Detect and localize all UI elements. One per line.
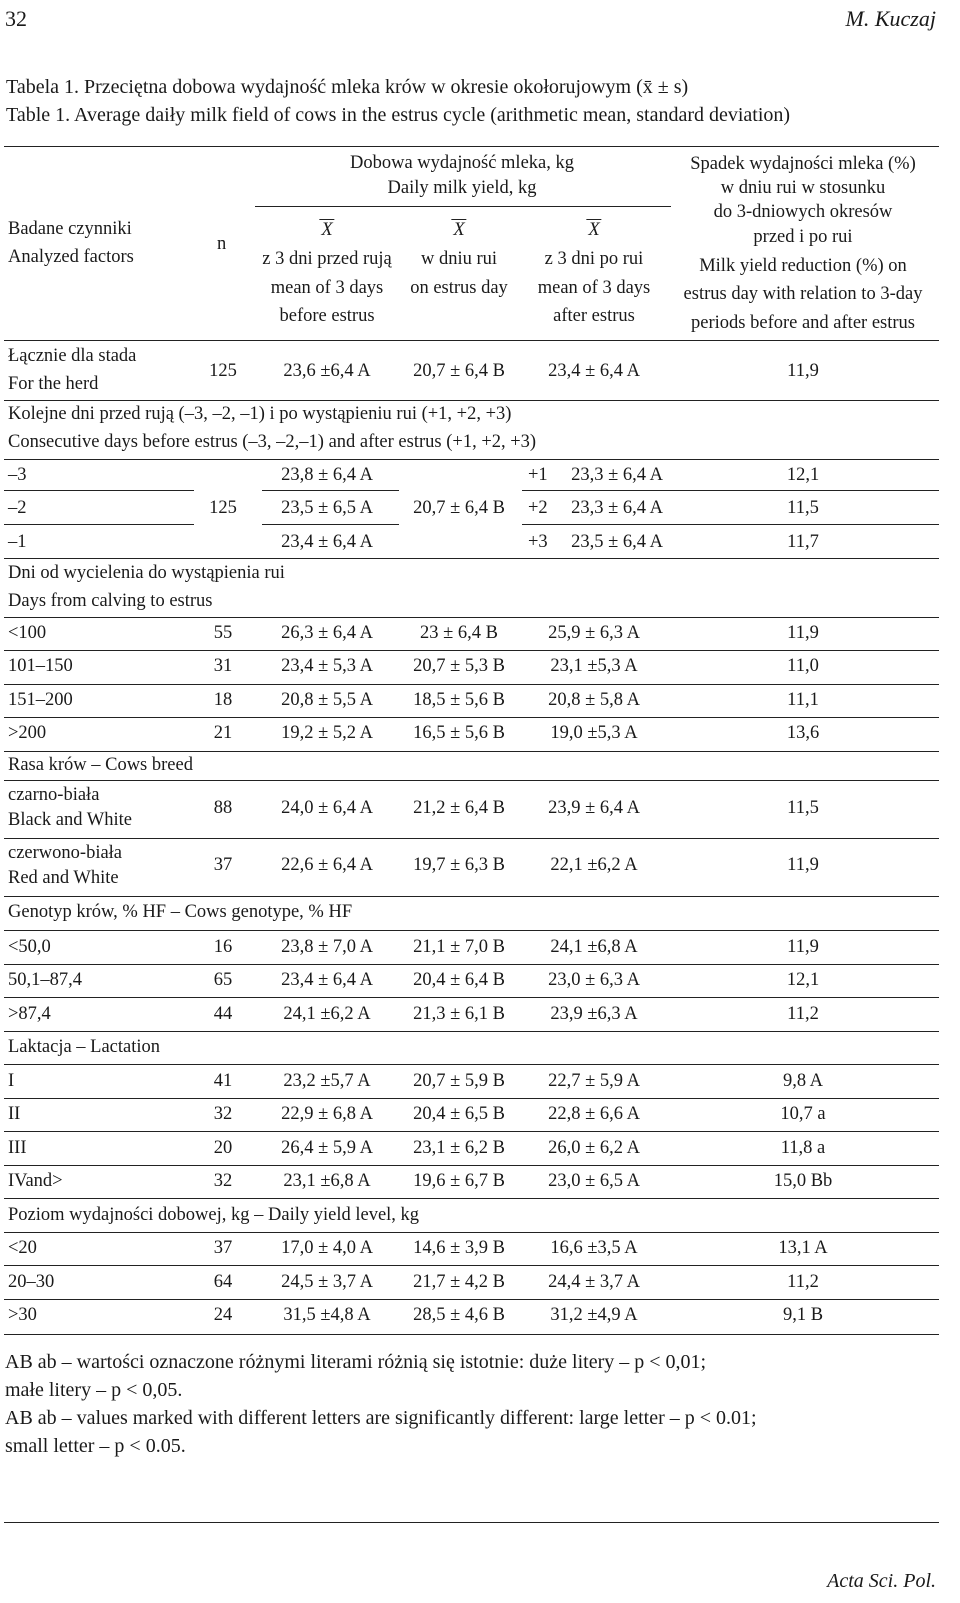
- n-value: 37: [213, 1238, 233, 1258]
- day-value: 19,6 ± 6,7 B: [413, 1171, 505, 1191]
- reduction-value: 10,7 a: [780, 1104, 826, 1124]
- herd-label-en: For the herd: [8, 374, 99, 394]
- after-value: 23,0 ± 6,5 A: [548, 1171, 640, 1191]
- day-value: 14,6 ± 3,9 B: [413, 1238, 505, 1258]
- reduction-value: 11,8 a: [780, 1138, 826, 1158]
- after-value: 20,8 ± 5,8 A: [548, 690, 640, 710]
- factor-label: II: [8, 1104, 21, 1124]
- before-value: 23,2 ±5,7 A: [283, 1071, 371, 1091]
- factor-label-en: Black and White: [8, 810, 132, 830]
- before-value: 31,5 ±4,8 A: [283, 1305, 371, 1325]
- before-header-line: mean of 3 days: [270, 278, 384, 298]
- after-value: 22,8 ± 6,6 A: [548, 1104, 640, 1124]
- after-value: 23,0 ± 6,3 A: [548, 970, 640, 990]
- day-value: 20,7 ± 5,3 B: [413, 656, 505, 676]
- day-value: 23 ± 6,4 B: [420, 623, 498, 643]
- row-divider: [4, 1098, 939, 1099]
- after-value: 23,9 ±6,3 A: [550, 1004, 638, 1024]
- header-bottom-rule: [4, 340, 939, 341]
- after-day-label: +2: [528, 498, 548, 518]
- after-header-line: after estrus: [553, 306, 635, 326]
- row-divider: [4, 1131, 939, 1132]
- table-bottom-rule: [4, 1334, 939, 1335]
- reduction-value: 11,1: [787, 690, 819, 710]
- day-value: 21,3 ± 6,1 B: [413, 1004, 505, 1024]
- footnote-line: small letter – p < 0.05.: [5, 1435, 186, 1457]
- before-value: 24,1 ±6,2 A: [283, 1004, 371, 1024]
- n-value: 21: [213, 723, 233, 743]
- after-value: 23,1 ±5,3 A: [550, 656, 638, 676]
- n-value: 88: [213, 798, 233, 818]
- before-value: 23,4 ± 6,4 A: [281, 532, 373, 552]
- section-title: Laktacja – Lactation: [8, 1037, 161, 1057]
- n-value: 65: [213, 970, 233, 990]
- footnote-line: AB ab – wartości oznaczone różnymi literami różnią się istotnie: duże litery – p < 0,01;: [5, 1351, 707, 1373]
- section-title-en: Days from calving to estrus: [8, 591, 213, 611]
- day-header-line: w dniu rui: [420, 249, 498, 269]
- section-title: Poziom wydajności dobowej, kg – Daily yield level, kg: [8, 1205, 420, 1225]
- row-divider: [4, 1198, 939, 1199]
- caption-en: Table 1. Average daiły milk field of cows in the estrus cycle (arithmetic mean, standard deviation): [6, 104, 791, 126]
- row-divider: [4, 997, 939, 998]
- consecutive-n: 125: [209, 498, 237, 518]
- partial-divider: [262, 524, 399, 525]
- reduction-value: 11,7: [787, 532, 819, 552]
- group-header-en: Daily milk yield, kg: [387, 178, 537, 198]
- n-value: 24: [213, 1305, 233, 1325]
- reduction-header-line: przed i po rui: [753, 227, 853, 247]
- n-value: 20: [213, 1138, 233, 1158]
- factor-label: 151–200: [8, 690, 73, 710]
- row-divider: [4, 1031, 939, 1032]
- before-value: 23,4 ± 5,3 A: [281, 656, 373, 676]
- n-value: 64: [213, 1272, 233, 1292]
- reduction-value: 11,9: [787, 937, 819, 957]
- after-value: 23,3 ± 6,4 A: [571, 498, 663, 518]
- reduction-value: 13,1 A: [778, 1238, 828, 1258]
- after-value: 24,1 ±6,8 A: [550, 937, 638, 957]
- factor-label: >87,4: [8, 1004, 51, 1024]
- reduction-header-line: w dniu rui w stosunku: [720, 178, 886, 198]
- caption-pl: Tabela 1. Przeciętna dobowa wydajność mleka krów w okresie okołorujowym (x̄ ± s): [6, 76, 689, 98]
- before-value: 22,6 ± 6,4 A: [281, 855, 373, 875]
- herd-day: 20,7 ± 6,4 B: [413, 361, 505, 381]
- row-divider: [4, 459, 939, 460]
- row-divider: [4, 650, 939, 651]
- day-value: 18,5 ± 5,6 B: [413, 690, 505, 710]
- before-header-line: z 3 dni przed rują: [262, 249, 392, 269]
- before-value: 23,1 ±6,8 A: [283, 1171, 371, 1191]
- herd-n: 125: [209, 361, 237, 381]
- partial-divider: [4, 524, 194, 525]
- factor-label-pl: czerwono-biała: [8, 843, 123, 863]
- row-divider: [4, 780, 939, 781]
- day-value: 16,5 ± 5,6 B: [413, 723, 505, 743]
- row-divider: [4, 717, 939, 718]
- factor-label: >30: [8, 1305, 37, 1325]
- after-value: 22,7 ± 5,9 A: [548, 1071, 640, 1091]
- row-divider: [4, 1064, 939, 1065]
- reduction-value: 15,0 Bb: [773, 1171, 833, 1191]
- section-title-pl: Dni od wycielenia do wystąpienia rui: [8, 563, 285, 583]
- before-value: 17,0 ± 4,0 A: [281, 1238, 373, 1258]
- after-value: 24,4 ± 3,7 A: [548, 1272, 640, 1292]
- after-value: 16,6 ±3,5 A: [550, 1238, 638, 1258]
- after-value: 23,3 ± 6,4 A: [571, 465, 663, 485]
- before-value: 23,5 ± 6,5 A: [281, 498, 373, 518]
- table-top-rule: [4, 146, 939, 147]
- row-divider: [4, 617, 939, 618]
- factor-label: I: [8, 1071, 15, 1091]
- author-header: M. Kuczaj: [845, 6, 936, 31]
- after-mean-symbol: X: [588, 220, 600, 240]
- reduction-header-line: do 3-dniowych okresów: [713, 202, 893, 222]
- n-value: 37: [213, 855, 233, 875]
- footnote-line: AB ab – values marked with different letters are significantly different: large letter – p < 0.01;: [5, 1407, 757, 1429]
- n-value: 18: [213, 690, 233, 710]
- section-title: Genotyp krów, % HF – Cows genotype, % HF: [8, 902, 353, 922]
- group-rule: [255, 206, 671, 207]
- factor-label: IVand>: [8, 1171, 63, 1191]
- day-value: 23,1 ± 6,2 B: [413, 1138, 505, 1158]
- section-title: Rasa krów – Cows breed: [8, 755, 193, 775]
- row-divider: [4, 1232, 939, 1233]
- after-value: 19,0 ±5,3 A: [550, 723, 638, 743]
- herd-before: 23,6 ±6,4 A: [283, 361, 371, 381]
- reduction-value: 11,5: [787, 798, 819, 818]
- reduction-value: 11,0: [787, 656, 819, 676]
- after-value: 22,1 ±6,2 A: [550, 855, 638, 875]
- after-value: 25,9 ± 6,3 A: [548, 623, 640, 643]
- day-value: 20,4 ± 6,4 B: [413, 970, 505, 990]
- herd-after: 23,4 ± 6,4 A: [548, 361, 640, 381]
- n-value: 16: [213, 937, 233, 957]
- factors-label-en: Analyzed factors: [8, 247, 134, 267]
- partial-divider: [262, 490, 399, 491]
- herd-label-pl: Łącznie dla stada: [8, 346, 137, 366]
- before-header-line: before estrus: [279, 306, 375, 326]
- reduction-header-line: Milk yield reduction (%) on: [699, 256, 907, 276]
- day-value: 21,7 ± 4,2 B: [413, 1272, 505, 1292]
- factor-label: >200: [8, 723, 47, 743]
- reduction-value: 11,9: [787, 623, 819, 643]
- page-number: 32: [5, 6, 27, 31]
- day-header-line: on estrus day: [410, 278, 508, 298]
- row-divider: [4, 930, 939, 931]
- row-divider: [4, 1299, 939, 1300]
- n-value: 41: [213, 1071, 233, 1091]
- after-header-line: z 3 dni po rui: [544, 249, 644, 269]
- after-day-label: +1: [528, 465, 548, 485]
- reduction-value: 11,2: [787, 1272, 819, 1292]
- group-header-pl: Dobowa wydajność mleka, kg: [349, 153, 575, 173]
- row-divider: [4, 838, 939, 839]
- row-divider: [4, 964, 939, 965]
- day-value: 20,7 ± 5,9 B: [413, 1071, 505, 1091]
- factor-label: 20–30: [8, 1272, 55, 1292]
- partial-divider: [522, 524, 939, 525]
- reduction-value: 11,5: [787, 498, 819, 518]
- after-value: 31,2 ±4,9 A: [550, 1305, 638, 1325]
- before-value: 19,2 ± 5,2 A: [281, 723, 373, 743]
- reduction-value: 11,9: [787, 855, 819, 875]
- reduction-value: 11,2: [787, 1004, 819, 1024]
- partial-divider: [522, 490, 939, 491]
- factors-label-pl: Badane czynniki: [8, 219, 132, 239]
- factor-label-pl: czarno-biała: [8, 785, 100, 805]
- row-divider: [4, 751, 939, 752]
- before-day-label: –1: [8, 532, 27, 552]
- partial-divider: [4, 490, 194, 491]
- day-value: 21,2 ± 6,4 B: [413, 798, 505, 818]
- reduction-value: 9,8 A: [782, 1071, 824, 1091]
- after-header-line: mean of 3 days: [537, 278, 651, 298]
- footer-rule: [4, 1522, 939, 1523]
- n-value: 32: [213, 1171, 233, 1191]
- factor-label: <100: [8, 623, 47, 643]
- before-value: 26,3 ± 6,4 A: [281, 623, 373, 643]
- after-day-label: +3: [528, 532, 548, 552]
- reduction-header-line: Spadek wydajności mleka (%): [690, 154, 916, 174]
- before-day-label: –3: [8, 465, 27, 485]
- n-header: n: [217, 234, 227, 254]
- row-divider: [4, 400, 939, 401]
- reduction-header-line: estrus day with relation to 3-day: [683, 284, 923, 304]
- row-divider: [4, 1265, 939, 1266]
- day-value: 28,5 ± 4,6 B: [413, 1305, 505, 1325]
- n-value: 44: [213, 1004, 233, 1024]
- herd-reduction: 11,9: [787, 361, 819, 381]
- before-value: 24,0 ± 6,4 A: [281, 798, 373, 818]
- n-value: 31: [213, 656, 233, 676]
- day-mean-symbol: X: [453, 220, 465, 240]
- before-value: 23,4 ± 6,4 A: [281, 970, 373, 990]
- row-divider: [4, 896, 939, 897]
- after-value: 23,9 ± 6,4 A: [548, 798, 640, 818]
- factor-label: 101–150: [8, 656, 73, 676]
- factor-label: 50,1–87,4: [8, 970, 82, 990]
- row-divider: [4, 1165, 939, 1166]
- row-divider: [4, 684, 939, 685]
- before-mean-symbol: X: [321, 220, 333, 240]
- factor-label: III: [8, 1138, 27, 1158]
- before-value: 20,8 ± 5,5 A: [281, 690, 373, 710]
- factor-label: <50,0: [8, 937, 51, 957]
- before-value: 22,9 ± 6,8 A: [281, 1104, 373, 1124]
- factor-label-en: Red and White: [8, 868, 119, 888]
- n-value: 32: [213, 1104, 233, 1124]
- journal-footer: Acta Sci. Pol.: [827, 1570, 936, 1592]
- day-value: 19,7 ± 6,3 B: [413, 855, 505, 875]
- consecutive-day: 20,7 ± 6,4 B: [413, 498, 505, 518]
- reduction-value: 9,1 B: [782, 1305, 824, 1325]
- factor-label: <20: [8, 1238, 37, 1258]
- day-value: 21,1 ± 7,0 B: [413, 937, 505, 957]
- day-value: 20,4 ± 6,5 B: [413, 1104, 505, 1124]
- reduction-header-line: periods before and after estrus: [691, 313, 915, 333]
- before-value: 23,8 ± 7,0 A: [281, 937, 373, 957]
- row-divider: [4, 558, 939, 559]
- n-value: 55: [213, 623, 233, 643]
- before-value: 26,4 ± 5,9 A: [281, 1138, 373, 1158]
- before-day-label: –2: [8, 498, 27, 518]
- before-value: 24,5 ± 3,7 A: [281, 1272, 373, 1292]
- reduction-value: 12,1: [786, 970, 820, 990]
- after-value: 26,0 ± 6,2 A: [548, 1138, 640, 1158]
- section-title-en: Consecutive days before estrus (–3, –2,–1) and after estrus (+1, +2, +3): [8, 432, 537, 452]
- reduction-value: 13,6: [786, 723, 820, 743]
- after-value: 23,5 ± 6,4 A: [571, 532, 663, 552]
- reduction-value: 12,1: [786, 465, 820, 485]
- before-value: 23,8 ± 6,4 A: [281, 465, 373, 485]
- section-title-pl: Kolejne dni przed rują (–3, –2, –1) i po wystąpieniu rui (+1, +2, +3): [8, 404, 512, 424]
- footnote-line: małe litery – p < 0,05.: [5, 1379, 183, 1401]
